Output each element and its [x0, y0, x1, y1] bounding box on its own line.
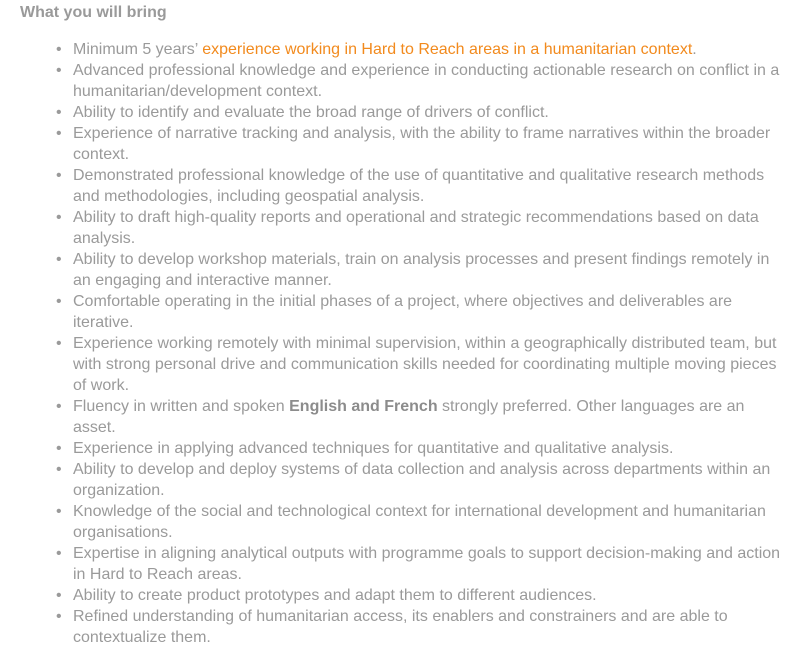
item-text: Ability to identify and evaluate the broad range of drivers of conflict.: [73, 104, 549, 121]
list-item: [73, 459, 788, 501]
item-text: .: [692, 41, 697, 58]
list-item: [73, 396, 788, 438]
item-text: Refined understanding of humanitarian access, its enablers and constrainers and are able to contextualize them.: [73, 608, 728, 646]
languages-emphasis: English and French: [289, 398, 438, 415]
list-item: [73, 438, 788, 459]
item-text: Advanced professional knowledge and experience in conducting actionable research on conflict in a humanitarian/development context.: [73, 62, 780, 100]
list-item: [73, 333, 788, 396]
section-title: What you will bring: [20, 4, 167, 21]
item-text: Experience working remotely with minimal supervision, within a geographically distributed team, but with strong personal drive and communication skills needed for coordinating multiple moving pieces of work.: [73, 335, 777, 394]
item-text: Comfortable operating in the initial phases of a project, where objectives and deliverables are iterative.: [73, 293, 733, 331]
list-item: [73, 291, 788, 333]
item-text: Ability to develop workshop materials, train on analysis processes and present findings remotely in an engaging and interactive manner.: [73, 251, 770, 289]
list-item: [73, 585, 788, 606]
list-item: [73, 606, 788, 648]
item-text: Ability to create product prototypes and adapt them to different audiences.: [73, 587, 597, 604]
list-item: [73, 102, 788, 123]
list-item: [73, 123, 788, 165]
hard-to-reach-experience-link[interactable]: experience working in Hard to Reach areas in a humanitarian context: [202, 41, 693, 58]
item-text: Experience of narrative tracking and analysis, with the ability to frame narratives within the broader context.: [73, 125, 771, 163]
item-text: Experience in applying advanced techniques for quantitative and qualitative analysis.: [73, 440, 674, 457]
item-text: Knowledge of the social and technological context for international development and humanitarian organisations.: [73, 503, 766, 541]
item-text: Demonstrated professional knowledge of the use of quantitative and qualitative research methods and methodologies, including geospatial analysis.: [73, 167, 765, 205]
list-item: [73, 501, 788, 543]
requirements-list: [20, 39, 788, 648]
item-text: Expertise in aligning analytical outputs with programme goals to support decision-making and action in Hard to Reach areas.: [73, 545, 781, 583]
list-item: [73, 543, 788, 585]
list-item: [73, 60, 788, 102]
item-text: Minimum 5 years’: [73, 41, 203, 58]
list-item: [73, 39, 788, 60]
list-item: [73, 207, 788, 249]
list-item: [73, 249, 788, 291]
item-text: Fluency in written and spoken: [73, 398, 290, 415]
item-text: Ability to develop and deploy systems of data collection and analysis across departments within an organization.: [73, 461, 771, 499]
item-text: strongly preferred. Other languages are an asset.: [73, 398, 745, 436]
item-text: Ability to draft high-quality reports and operational and strategic recommendations based on data analysis.: [73, 209, 759, 247]
list-item: [73, 165, 788, 207]
